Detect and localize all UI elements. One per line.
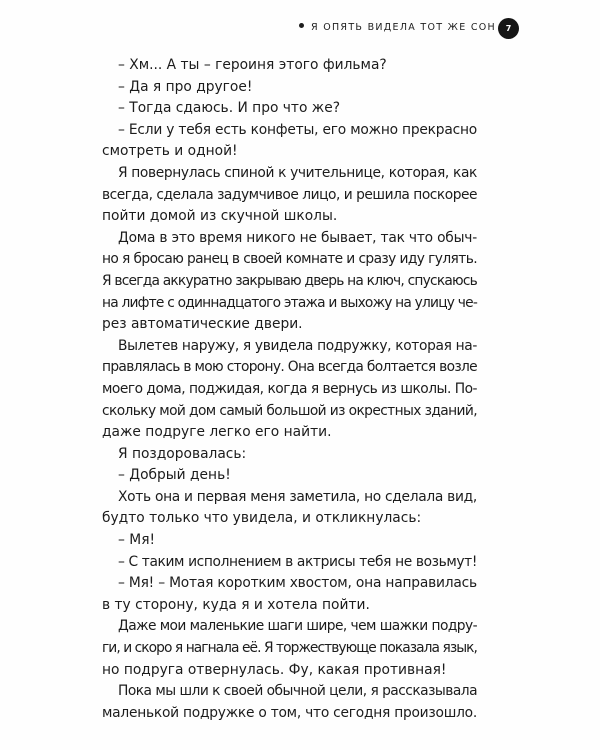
- text-line: скольку мой дом самый большой из окрестных зданий,: [102, 402, 477, 419]
- paragraph: [102, 55, 477, 77]
- text-line: – Если у тебя есть конфеты, его можно прекрасно: [118, 121, 477, 138]
- paragraph: [102, 120, 477, 163]
- bullet-icon: [299, 23, 304, 28]
- text-line: Я поздоровалась:: [118, 445, 247, 462]
- text-line: Даже мои маленькие шаги шире, чем шажки подру-: [118, 618, 477, 635]
- text-line: правлялась в мою сторону. Она всегда болтается возле: [102, 359, 477, 376]
- paragraph: [102, 573, 477, 616]
- text-line: Пока мы шли к своей обычной цели, я рассказывала: [118, 683, 477, 700]
- paragraph: [102, 228, 477, 336]
- text-line: – С таким исполнением в актрисы тебя не возьмут!: [118, 553, 477, 570]
- paragraph: [102, 98, 477, 120]
- text-line: рез автоматические двери.: [102, 316, 303, 333]
- text-line: но подруга отвернулась. Фу, какая противная!: [102, 661, 447, 678]
- text-line: – Хм... А ты – героиня этого фильма?: [118, 57, 387, 73]
- text-line: моего дома, поджидая, когда я вернусь из школы. По-: [102, 380, 477, 397]
- text-line: маленькой подружке о том, что сегодня произошло.: [102, 704, 477, 721]
- text-line: пойти домой из скучной школы.: [102, 208, 338, 225]
- paragraph: [102, 77, 477, 99]
- text-line: на лифте с одиннадцатого этажа и выхожу на улицу че-: [102, 294, 477, 311]
- paragraph: [102, 444, 477, 466]
- text-line: – Мя!: [118, 532, 156, 549]
- text-line: – Да я про другое!: [118, 78, 253, 95]
- text-line: но я бросаю ранец в своей комнате и сразу иду гулять.: [102, 251, 477, 268]
- text-line: Хоть она и первая меня заметила, но сделала вид,: [118, 488, 477, 505]
- text-line: – Тогда сдаюсь. И про что же?: [118, 100, 341, 117]
- text-line: всегда, сделала задумчивое лицо, и решила поскорее: [102, 186, 477, 203]
- text-line: Вылетев наружу, я увидела подружку, которая на-: [118, 337, 477, 354]
- running-header: [299, 20, 496, 36]
- text-line: будто только что увидела, и откликнулась:: [102, 510, 422, 527]
- paragraph: [102, 487, 477, 530]
- paragraph: [102, 530, 477, 552]
- paragraph: [102, 616, 477, 681]
- text-line: – Добрый день!: [118, 467, 231, 484]
- paragraph: [102, 163, 477, 228]
- paragraph: [102, 681, 477, 724]
- text-line: – Мя! – Мотая коротким хвостом, она направилась: [118, 575, 477, 592]
- text-line: Дома в это время никого не бывает, так что обыч-: [118, 229, 477, 246]
- page-number-badge: 7: [498, 18, 519, 39]
- text-line: Я повернулась спиной к учительнице, которая, как: [118, 164, 477, 181]
- paragraph: [102, 552, 477, 574]
- text-line: даже подруге легко его найти.: [102, 424, 332, 441]
- text-line: в ту сторону, куда я и хотела пойти.: [102, 596, 370, 613]
- text-line: ги, и скоро я нагнала её. Я торжествующе показала язык,: [102, 640, 477, 657]
- text-line: Я всегда аккуратно закрываю дверь на ключ, спускаюсь: [102, 272, 477, 289]
- body-text: [102, 55, 477, 724]
- paragraph: [102, 336, 477, 444]
- running-title: Я ОПЯТЬ ВИДЕЛА ТОТ ЖЕ СОН: [310, 22, 496, 33]
- text-line: смотреть и одной!: [102, 143, 238, 160]
- paragraph: [102, 465, 477, 487]
